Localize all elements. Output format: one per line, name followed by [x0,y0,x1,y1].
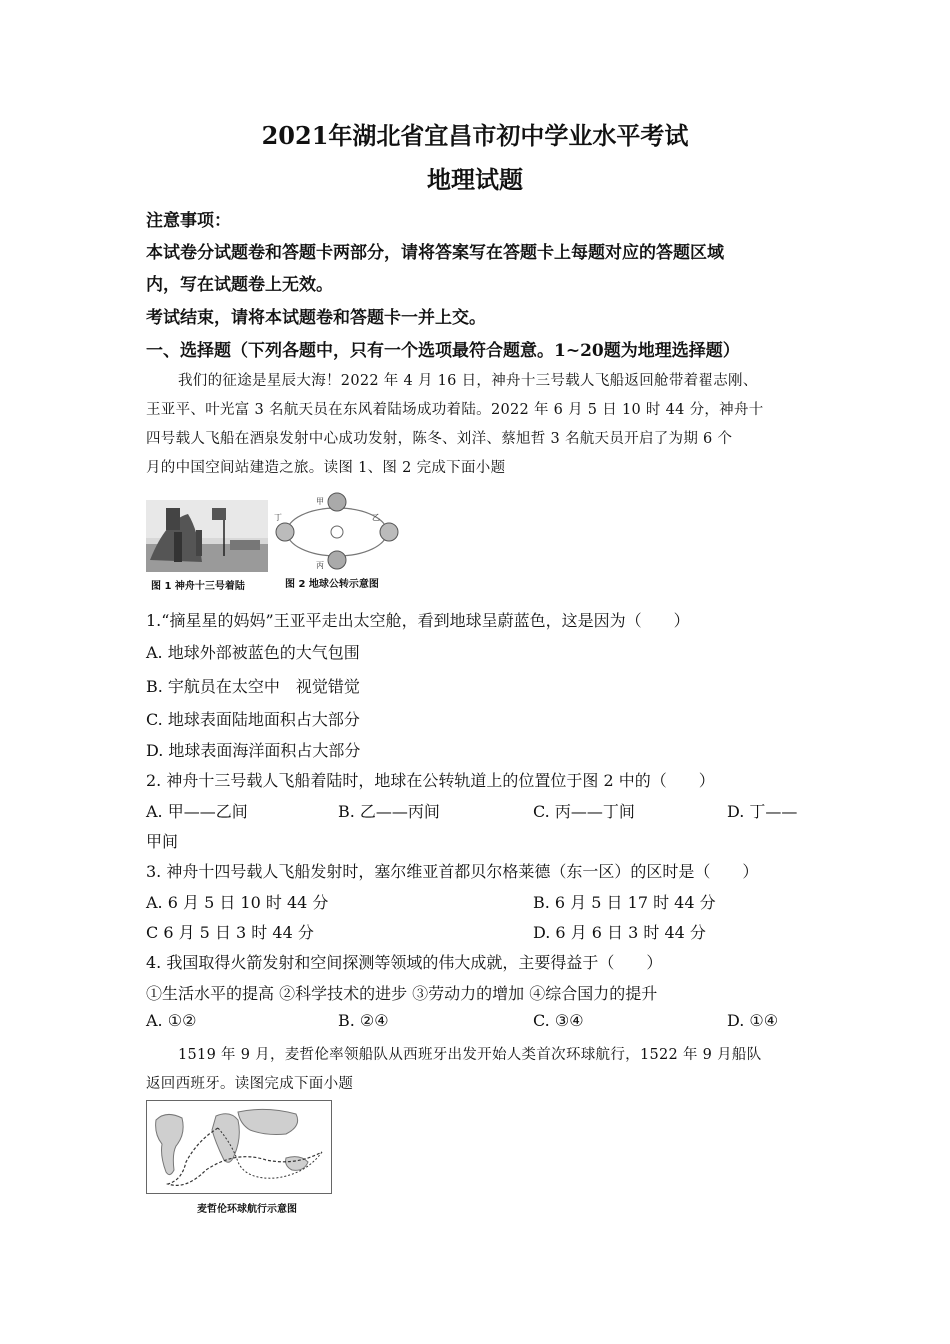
notice-heading: 注意事项： [146,211,231,231]
q4-stem: 4. 我国取得火箭发射和空间探测等领域的伟大成就，主要得益于（ ） [146,953,663,972]
passage1-line-4: 月的中国空间站建造之旅。读图 1、图 2 完成下面小题 [146,460,506,476]
page-title: 2021年湖北省宜昌市初中学业水平考试 [261,121,689,150]
notice-line-1: 本试卷分试题卷和答题卡两部分，请将答案写在答题卡上每题对应的答题区域 [146,243,724,263]
q2-option-a[interactable]: A. 甲——乙间 [146,802,248,821]
passage1-line-1: 我们的征途是星辰大海！2022 年 4 月 16 日，神舟十三号载人飞船返回舱带着翟志刚、 [178,373,758,389]
q3-option-a[interactable]: A. 6 月 5 日 10 时 44 分 [146,893,329,912]
svg-text:丙: 丙 [316,561,324,570]
figure1-caption: 图 1 神舟十三号着陆 [151,581,245,592]
q4-option-c[interactable]: C. ③④ [533,1011,584,1030]
q2-option-b[interactable]: B. 乙——丙间 [338,802,440,821]
svg-text:乙: 乙 [372,513,380,522]
q4-option-d[interactable]: D. ①④ [727,1011,779,1030]
q1-option-b[interactable]: B. 宇航员在太空中 视觉错觉 [146,677,360,696]
figure3-caption: 麦哲伦环球航行示意图 [197,1204,297,1215]
landing-photo [146,500,268,572]
q2-option-d-continued: 甲间 [146,832,179,851]
figure2-caption: 图 2 地球公转示意图 [285,579,379,590]
magellan-route-map [146,1100,332,1194]
passage1-line-2: 王亚平、叶光富 3 名航天员在东风着陆场成功着陆。2022 年 6 月 5 日 10 时 44 分，神舟十 [146,402,764,418]
q4-option-a[interactable]: A. ①② [146,1011,197,1030]
q1-stem: 1.“摘星星的妈妈”王亚平走出太空舱，看到地球呈蔚蓝色，这是因为（ ） [146,611,690,630]
svg-text:甲: 甲 [316,497,324,506]
q3-option-b[interactable]: B. 6 月 5 日 17 时 44 分 [533,893,716,912]
q3-stem: 3. 神舟十四号载人飞船发射时，塞尔维亚首都贝尔格莱德（东一区）的区时是（ ） [146,862,759,881]
q3-option-c[interactable]: C 6 月 5 日 3 时 44 分 [146,923,314,942]
q3-option-d[interactable]: D. 6 月 6 日 3 时 44 分 [533,923,706,942]
q2-option-d[interactable]: D. 丁—— [727,802,798,821]
q1-option-d[interactable]: D. 地球表面海洋面积占大部分 [146,741,361,760]
q1-option-a[interactable]: A. 地球外部被蓝色的大气包围 [146,643,360,662]
notice-line-3: 考试结束，请将本试题卷和答题卡一并上交。 [146,308,486,328]
page-subtitle: 地理试题 [427,165,523,194]
q2-stem: 2. 神舟十三号载人飞船着陆时，地球在公转轨道上的位置位于图 2 中的（ ） [146,771,715,790]
q1-option-c[interactable]: C. 地球表面陆地面积占大部分 [146,710,360,729]
svg-text:丁: 丁 [274,513,282,522]
passage1-line-3: 四号载人飞船在酒泉发射中心成功发射，陈冬、刘洋、蔡旭哲 3 名航天员开启了为期 6 个 [146,431,733,447]
passage2-line-1: 1519 年 9 月，麦哲伦率领船队从西班牙出发开始人类首次环球航行，1522 年 9 月船队 [178,1047,762,1063]
q2-option-c[interactable]: C. 丙——丁间 [533,802,635,821]
q4-items: ①生活水平的提高 ②科学技术的进步 ③劳动力的增加 ④综合国力的提升 [146,984,658,1003]
passage2-line-2: 返回西班牙。读图完成下面小题 [146,1076,354,1092]
q4-option-b[interactable]: B. ②④ [338,1011,389,1030]
notice-line-2: 内，写在试题卷上无效。 [146,275,333,295]
revolution-diagram [272,490,402,572]
section-heading: 一、选择题（下列各题中，只有一个选项最符合题意。1~20题为地理选择题） [146,341,740,361]
